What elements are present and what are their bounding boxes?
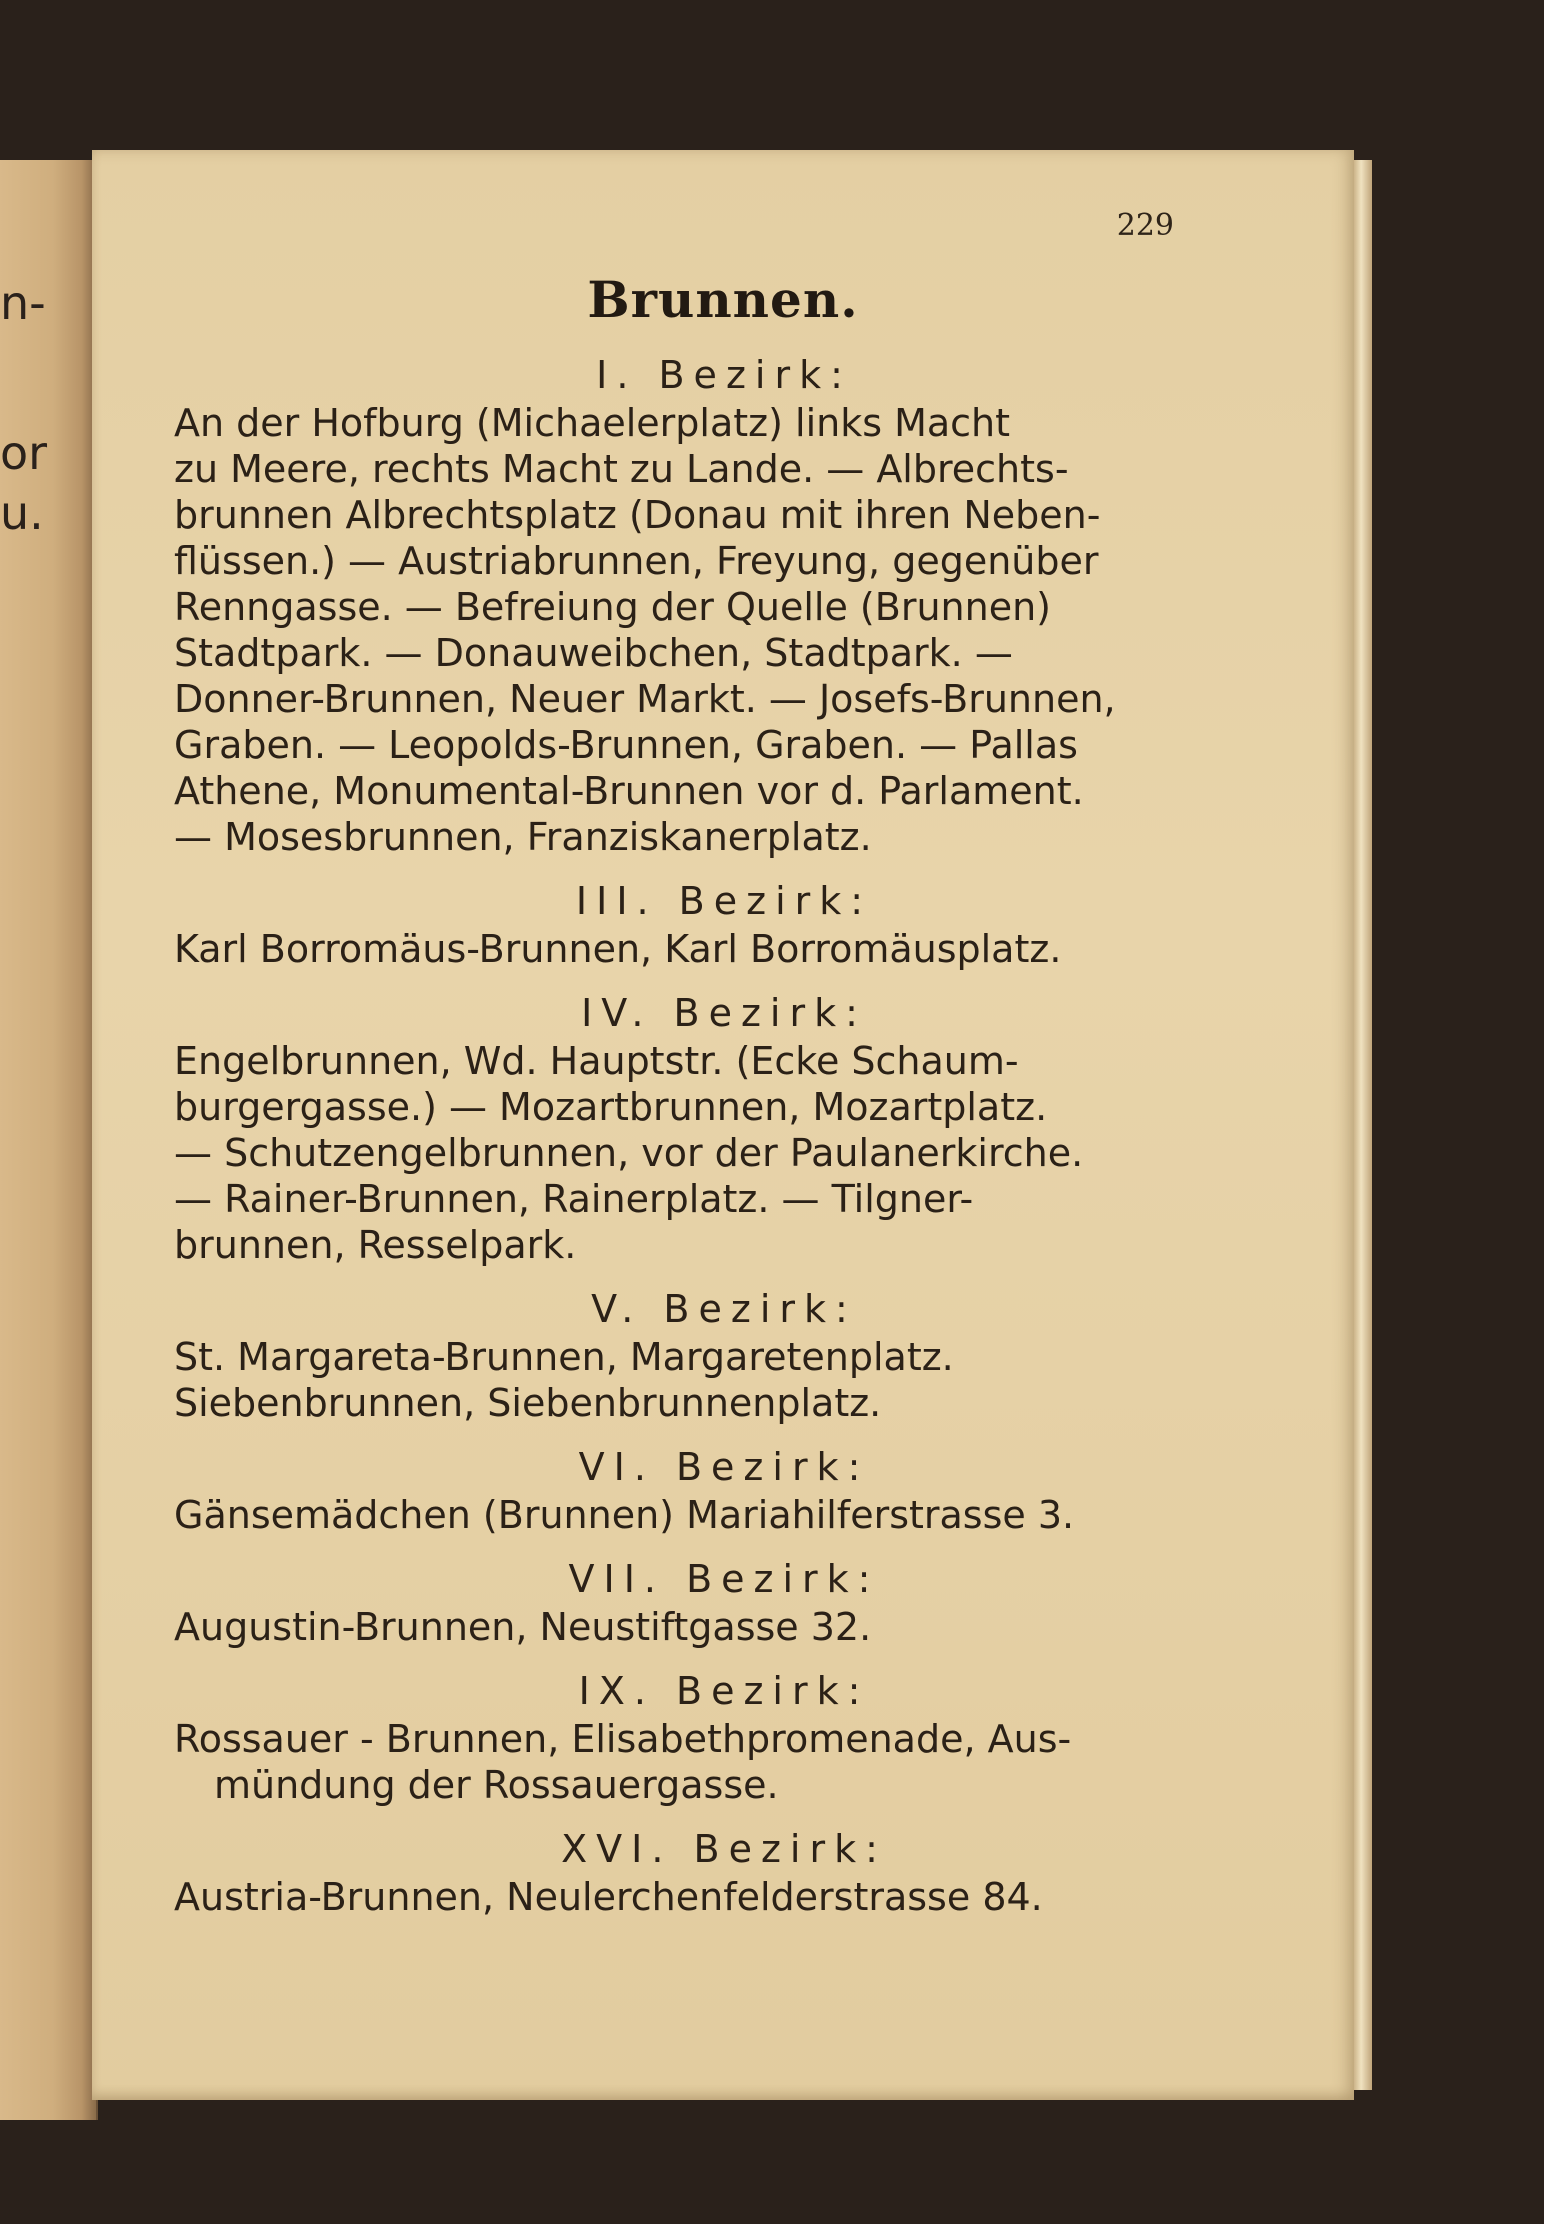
entry-line: Graben. — Leopolds-Brunnen, Graben. — Pallas [174,723,1078,767]
entry-line: Rossauer - Brunnen, Elisabethpromenade, Aus- [174,1717,1072,1761]
entry-line: zu Meere, rechts Macht zu Lande. — Albrechts- [174,447,1069,491]
district-entry [174,1038,1274,1268]
entry-line: flüssen.) — Austriabrunnen, Freyung, gegenüber [174,539,1099,583]
district-heading: III. Bezirk: [575,879,873,923]
entry-line: — Rainer-Brunnen, Rainerplatz. — Tilgner- [174,1177,974,1221]
district-entry [174,1492,1274,1538]
district-entry [174,1874,1274,1920]
entry-line: — Mosesbrunnen, Franziskanerplatz. [174,815,872,859]
entry-line: Donner-Brunnen, Neuer Markt. — Josefs-Brunnen, [174,677,1116,721]
district-heading: XVI. Bezirk: [561,1827,887,1871]
left-page-fragment: n- [0,276,46,330]
entry-line: An der Hofburg (Michaelerplatz) links Macht [174,401,1011,445]
district-heading: VI. Bezirk: [578,1445,870,1489]
district-entry [174,1604,1274,1650]
district-heading: VII. Bezirk: [568,1557,880,1601]
district-entry [174,1334,1274,1426]
page-number: 229 [1116,208,1174,243]
entry-line: St. Margareta-Brunnen, Margaretenplatz. [174,1335,954,1379]
district-entry [174,926,1274,972]
book-page [92,150,1354,2100]
entry-line: Stadtpark. — Donauweibchen, Stadtpark. — [174,631,1013,675]
page-title: Brunnen. [587,270,859,329]
entry-line: Austria-Brunnen, Neulerchenfelderstrasse 84. [174,1875,1043,1919]
page-edge [1354,160,1372,2090]
district-heading: I. Bezirk: [596,353,852,397]
left-page-fragment: u. [0,486,44,540]
left-facing-page [0,160,98,2120]
entry-line: Siebenbrunnen, Siebenbrunnenplatz. [174,1381,882,1425]
district-entry [174,1716,1274,1808]
entry-line: Gänsemädchen (Brunnen) Mariahilferstrasse 3. [174,1493,1075,1537]
entry-line: brunnen, Resselpark. [174,1223,577,1267]
entry-line: Athene, Monumental-Brunnen vor d. Parlament. [174,769,1084,813]
district-list [174,350,1274,1920]
left-page-fragment: or [0,426,48,480]
entry-line: — Schutzengelbrunnen, vor der Paulanerkirche. [174,1131,1084,1175]
entry-line: burgergasse.) — Mozartbrunnen, Mozartplatz. [174,1085,1048,1129]
district-heading: V. Bezirk: [591,1287,857,1331]
entry-line: brunnen Albrechtsplatz (Donau mit ihren Neben- [174,493,1101,537]
entry-line: mündung der Rossauergasse. [214,1763,779,1807]
entry-line: Engelbrunnen, Wd. Hauptstr. (Ecke Schaum- [174,1039,1019,1083]
entry-line: Renngasse. — Befreiung der Quelle (Brunnen) [174,585,1051,629]
entry-line: Augustin-Brunnen, Neustiftgasse 32. [174,1605,872,1649]
district-heading: IV. Bezirk: [581,991,867,1035]
district-entry [174,400,1274,860]
district-heading: IX. Bezirk: [578,1669,870,1713]
entry-line: Karl Borromäus-Brunnen, Karl Borromäusplatz. [174,927,1062,971]
